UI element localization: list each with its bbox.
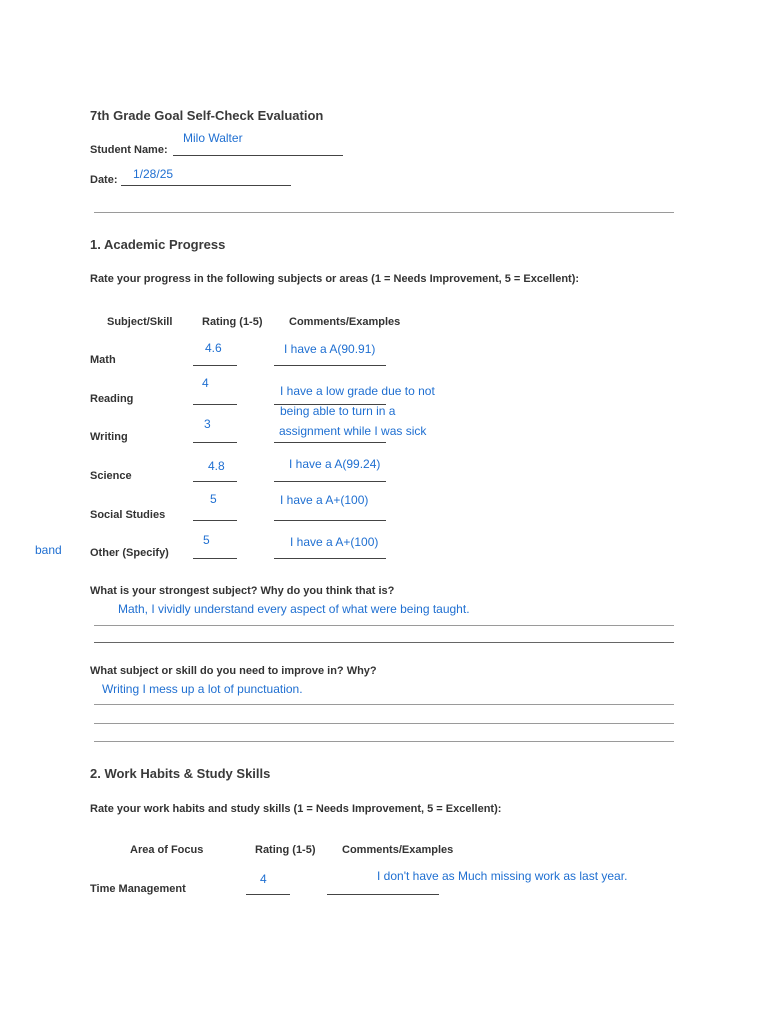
- other-specify-field[interactable]: band: [35, 543, 62, 557]
- answer-line: [94, 723, 674, 724]
- rating-field[interactable]: 5: [210, 492, 217, 506]
- rating-line: [193, 442, 237, 443]
- comment-field[interactable]: I have a A(99.24): [289, 457, 381, 471]
- form-title: 7th Grade Goal Self-Check Evaluation: [90, 108, 324, 123]
- answer-line: [94, 642, 674, 643]
- academic-instructions: Rate your progress in the following subjects or areas (1 = Needs Improvement, 5 = Excellent):: [90, 273, 580, 285]
- subject-label: Other (Specify): [90, 547, 169, 559]
- comment-field[interactable]: assignment while I was sick: [279, 424, 427, 438]
- rating-line: [193, 558, 237, 559]
- date-field[interactable]: 1/28/25: [133, 167, 174, 181]
- habits-heading: 2. Work Habits & Study Skills: [90, 766, 271, 781]
- col-comments-header: Comments/Examples: [289, 316, 401, 328]
- col-area-header: Area of Focus: [130, 844, 204, 856]
- col-comments-header: Comments/Examples: [342, 844, 454, 856]
- comment-field[interactable]: I have a A+(100): [290, 535, 379, 549]
- comment-field[interactable]: being able to turn in a: [280, 404, 396, 418]
- subject-label: Social Studies: [90, 509, 166, 521]
- rating-line: [193, 404, 237, 405]
- date-label: Date:: [90, 174, 118, 186]
- answer-line: [94, 625, 674, 626]
- rating-field[interactable]: 5: [203, 533, 210, 547]
- improve-question: What subject or skill do you need to improve in? Why?: [90, 665, 377, 677]
- answer-line: [94, 741, 674, 742]
- student-name-field[interactable]: Milo Walter: [183, 131, 243, 145]
- comment-field[interactable]: I don't have as Much missing work as last year.: [377, 869, 628, 883]
- strongest-question: What is your strongest subject? Why do you think that is?: [90, 585, 395, 597]
- comment-line: [274, 442, 386, 443]
- rating-field[interactable]: 4: [202, 376, 209, 390]
- date-line: [121, 185, 291, 186]
- rating-field[interactable]: 4.8: [208, 459, 225, 473]
- comment-field[interactable]: I have a low grade due to not: [280, 384, 435, 398]
- comment-line: [274, 481, 386, 482]
- student-name-label: Student Name:: [90, 144, 168, 156]
- subject-label: Science: [90, 470, 132, 482]
- strongest-answer[interactable]: Math, I vividly understand every aspect of what were being taught.: [118, 602, 470, 616]
- subject-label: Reading: [90, 393, 134, 405]
- divider: [94, 212, 674, 213]
- answer-line: [94, 704, 674, 705]
- col-subject-header: Subject/Skill: [107, 316, 173, 328]
- comment-line: [274, 520, 386, 521]
- subject-label: Math: [90, 354, 116, 366]
- comment-field[interactable]: I have a A(90.91): [284, 342, 376, 356]
- comment-line: [327, 894, 439, 895]
- comment-line: [274, 558, 386, 559]
- improve-answer[interactable]: Writing I mess up a lot of punctuation.: [102, 682, 303, 696]
- habits-instructions: Rate your work habits and study skills (1 = Needs Improvement, 5 = Excellent):: [90, 803, 502, 815]
- rating-field[interactable]: 4: [260, 872, 267, 886]
- area-label: Time Management: [90, 883, 186, 895]
- comment-line: [274, 365, 386, 366]
- rating-line: [193, 520, 237, 521]
- col-rating-header: Rating (1-5): [202, 316, 263, 328]
- rating-field[interactable]: 4.6: [205, 341, 222, 355]
- academic-heading: 1. Academic Progress: [90, 237, 226, 252]
- comment-field[interactable]: I have a A+(100): [280, 493, 369, 507]
- col-rating-header: Rating (1-5): [255, 844, 316, 856]
- rating-line: [193, 365, 237, 366]
- rating-field[interactable]: 3: [204, 417, 211, 431]
- rating-line: [193, 481, 237, 482]
- rating-line: [246, 894, 290, 895]
- student-name-line: [173, 155, 343, 156]
- subject-label: Writing: [90, 431, 128, 443]
